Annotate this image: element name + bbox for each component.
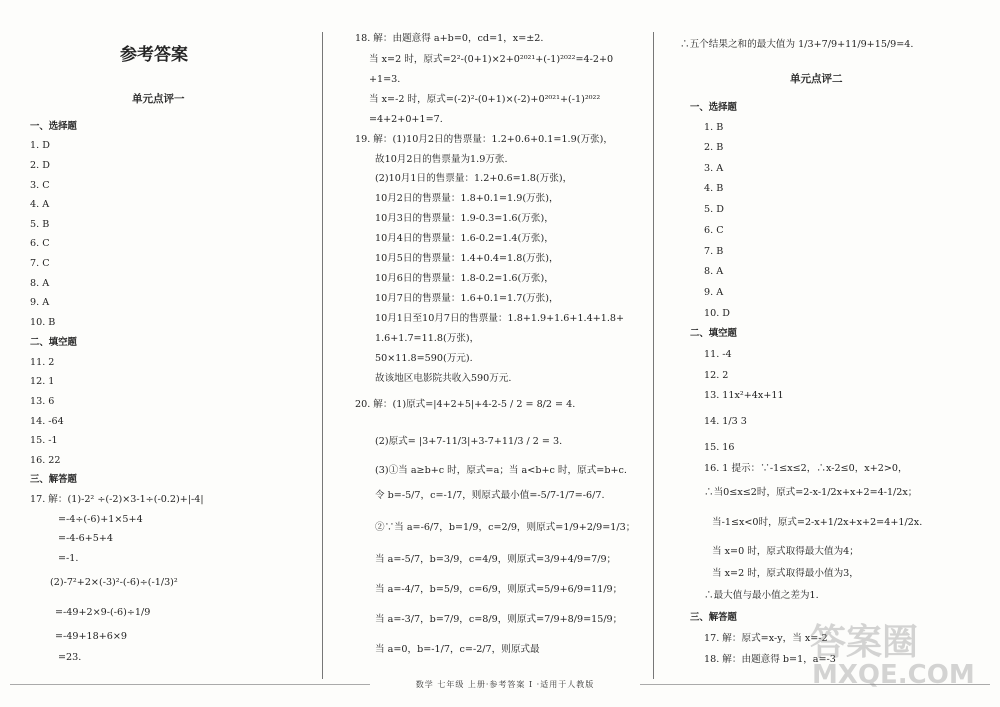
column-divider — [653, 32, 654, 679]
solution-line: ∴五个结果之和的最大值为 1/3+7/9+11/9+15/9=4. — [680, 39, 914, 50]
answer-line: 11. 2 — [30, 357, 55, 368]
solution-line: =-49+2×9-(-6)÷1/9 — [55, 607, 151, 618]
answer-line: 1. B — [704, 122, 724, 133]
section-heading: 二、填空题 — [30, 337, 77, 348]
answer-line: 10. B — [30, 317, 56, 328]
section-heading: 二、填空题 — [690, 328, 737, 339]
unit-heading: 单元点评一 — [132, 93, 185, 105]
answer-line: 15. -1 — [30, 435, 58, 446]
solution-line: 当 a=-5/7，b=3/9，c=4/9，则原式=3/9+4/9=7/9； — [375, 554, 617, 565]
answer-line: 16. 22 — [30, 455, 61, 466]
solution-line: =4+2+0+1=7. — [369, 114, 443, 125]
answer-line: 1. D — [30, 140, 50, 151]
page-title: 参考答案 — [120, 45, 188, 65]
watermark-url: MXQE.COM — [812, 660, 975, 690]
answer-line: 4. B — [704, 183, 724, 194]
solution-line: 1.6+1.7=11.8(万张)， — [375, 333, 480, 344]
solution-line: 17. 解：原式=x-y，当 x=-2 — [704, 633, 828, 644]
answer-line: 5. D — [704, 204, 724, 215]
solution-line: 令 b=-5/7，c=-1/7，则原式最小值=-5/7-1/7=-6/7. — [375, 490, 605, 501]
solution-line: 10月4日的售票量：1.6-0.2=1.4(万张)， — [375, 233, 554, 244]
watermark-logo: 答案圈 — [810, 622, 919, 663]
solution-line: ②∵当 a=-6/7，b=1/9，c=2/9，则原式=1/9+2/9=1/3； — [375, 522, 636, 533]
solution-line: 10月1日至10月7日的售票量：1.8+1.9+1.6+1.4+1.8+ — [375, 313, 625, 324]
section-heading: 一、选择题 — [690, 102, 737, 113]
solution-line: 50×11.8=590(万元). — [375, 353, 473, 364]
answer-line: 10. D — [704, 308, 730, 319]
solution-line: (3)①当 a≥b+c 时，原式=a；当 a<b+c 时，原式=b+c. — [375, 465, 627, 476]
answer-line: 6. C — [704, 225, 724, 236]
answer-line: 12. 1 — [30, 376, 55, 387]
solution-line: 故该地区电影院共收入590万元. — [375, 373, 512, 384]
answer-line: 2. D — [30, 160, 50, 171]
answer-line: 9. A — [704, 287, 724, 298]
solution-line: (2)原式= |3+7-11/3|+3-7+11/3 / 2 = 3. — [375, 436, 563, 447]
solution-line: 17. 解：(1)-2² ÷(-2)×3-1÷(-0.2)+|-4| — [30, 494, 204, 505]
answer-line: 3. A — [704, 163, 724, 174]
solution-line: +1=3. — [369, 74, 401, 85]
watermark — [800, 612, 975, 697]
solution-line: 10月2日的售票量：1.8+0.1=1.9(万张)， — [375, 193, 559, 204]
solution-line: =23. — [58, 652, 82, 663]
answer-line: 2. B — [704, 142, 724, 153]
page-footer: 数学 七年级 上册·参考答案 I ·适用于人教版 — [415, 680, 595, 689]
answer-line: 11. -4 — [704, 349, 732, 360]
answer-line: 15. 16 — [704, 442, 735, 453]
answer-line: 6. C — [30, 238, 50, 249]
solution-line: 当 x=2 时，原式=2²-(0+1)×2+0²⁰²¹+(-1)²⁰²²=4-2+0 — [369, 54, 614, 65]
answer-line: 8. A — [30, 278, 50, 289]
solution-line: =-49+18+6×9 — [55, 631, 128, 642]
solution-line: 当 x=2 时，原式取得最小值为3， — [712, 568, 859, 579]
section-heading: 三、解答题 — [690, 612, 737, 623]
answer-line: 9. A — [30, 297, 50, 308]
solution-line: 当 a=-4/7，b=5/9，c=6/9，则原式=5/9+6/9=11/9； — [375, 584, 623, 595]
answer-line: 3. C — [30, 180, 50, 191]
solution-line: 当 x=-2 时，原式=(-2)²-(0+1)×(-2)+0²⁰²¹+(-1)²⁰²² — [369, 94, 601, 105]
solution-line: 18. 解：由题意得 b=1，a=-3 — [704, 654, 836, 665]
solution-line: 10月6日的售票量：1.8-0.2=1.6(万张)， — [375, 273, 554, 284]
solution-line: 19. 解：(1)10月2日的售票量：1.2+0.6+0.1=1.9(万张)， — [355, 134, 613, 145]
solution-line: ∴当0≤x≤2时，原式=2-x-1/2x+x+2=4-1/2x； — [704, 487, 918, 498]
answer-line: 4. A — [30, 199, 50, 210]
solution-line: ∴最大值与最小值之差为1. — [704, 590, 819, 601]
answer-line: 13. 6 — [30, 396, 55, 407]
solution-line: 当 a=0，b=-1/7，c=-2/7，则原式最 — [375, 644, 540, 655]
solution-line: 18. 解：由题意得 a+b=0，cd=1，x=±2. — [355, 33, 544, 44]
solution-line: (2)-7²+2×(-3)²-(-6)÷(-1/3)² — [50, 577, 178, 588]
answer-line: 7. C — [30, 258, 50, 269]
answer-line: 12. 2 — [704, 370, 729, 381]
answer-line: 13. 11x²+4x+11 — [704, 390, 784, 401]
solution-line: =-4-6+5+4 — [58, 533, 114, 544]
solution-line: 当 a=-3/7，b=7/9，c=8/9，则原式=7/9+8/9=15/9； — [375, 614, 623, 625]
solution-line: 当 x=0 时，原式取得最大值为4； — [712, 546, 859, 557]
solution-line: 10月3日的售票量：1.9-0.3=1.6(万张)， — [375, 213, 554, 224]
answer-line: 7. B — [704, 246, 724, 257]
solution-line: (2)10月1日的售票量：1.2+0.6=1.8(万张)， — [375, 173, 573, 184]
solution-line: 10月7日的售票量：1.6+0.1=1.7(万张)， — [375, 293, 559, 304]
solution-line: 20. 解：(1)原式=|4+2+5|+4-2-5 / 2 = 8/2 = 4. — [355, 399, 576, 410]
unit-heading: 单元点评二 — [790, 73, 843, 85]
answer-line: 5. B — [30, 219, 50, 230]
solution-line: 当-1≤x<0时，原式=2-x+1/2x+x+2=4+1/2x. — [712, 517, 923, 528]
footer-rule — [10, 684, 370, 685]
answer-line: 14. -64 — [30, 416, 64, 427]
solution-line: 16. 1 提示：∵-1≤x≤2，∴x-2≤0，x+2>0， — [704, 463, 908, 474]
column-divider — [322, 32, 323, 679]
solution-line: 故10月2日的售票量为1.9万张. — [375, 154, 508, 165]
answer-line: 8. A — [704, 266, 724, 277]
solution-line: 10月5日的售票量：1.4+0.4=1.8(万张)， — [375, 253, 559, 264]
solution-line: =-1. — [58, 553, 79, 564]
answer-line: 14. 1/3 3 — [704, 416, 747, 427]
solution-line: =-4÷(-6)+1×5+4 — [58, 514, 143, 525]
section-heading: 三、解答题 — [30, 474, 77, 485]
section-heading: 一、选择题 — [30, 121, 77, 132]
